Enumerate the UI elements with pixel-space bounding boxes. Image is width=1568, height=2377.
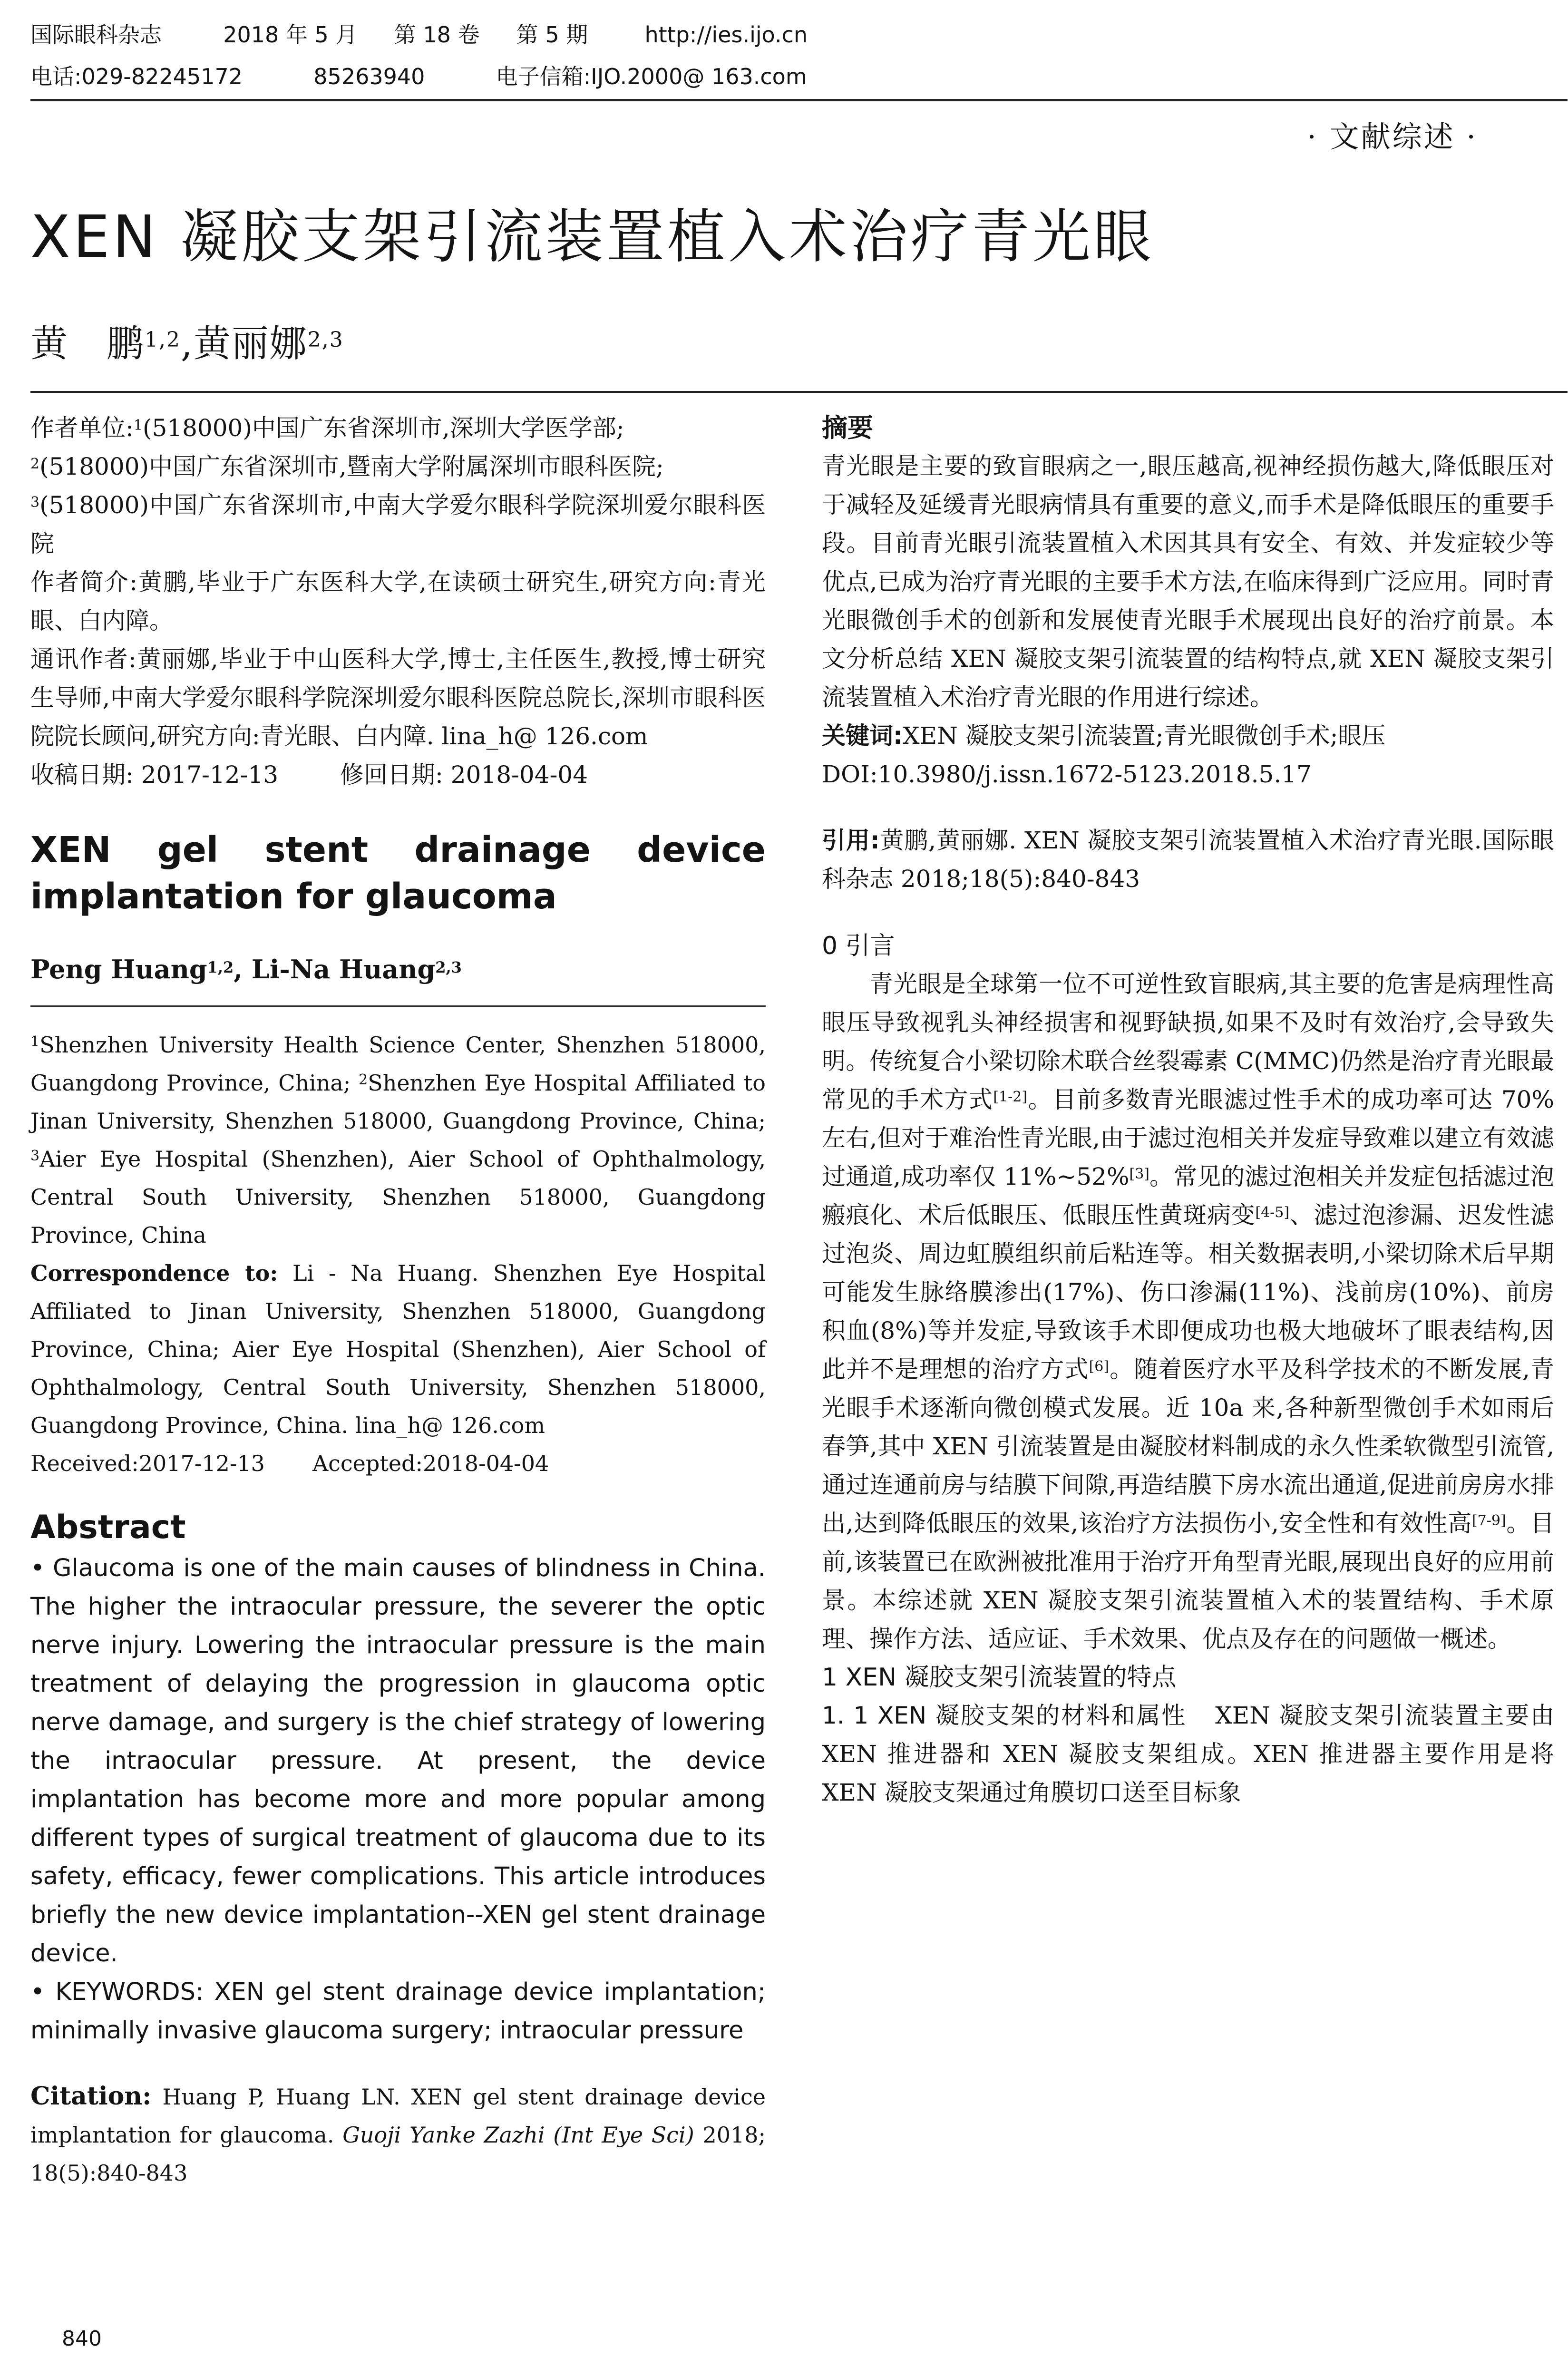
phone2: 85263940 (313, 64, 425, 89)
journal-name: 国际眼科杂志 (30, 22, 162, 48)
en-aff-sup-3: 3 (30, 1148, 40, 1164)
affil-sup-2: 2 (30, 456, 40, 472)
correspondence-label: Correspondence to: (30, 1260, 278, 1286)
en-aff-sup-1: 1 (30, 1033, 40, 1050)
en-author-1-affil: 1,2 (207, 958, 234, 976)
en-author-1: Peng Huang (30, 954, 207, 984)
abstract-heading: Abstract (30, 1509, 186, 1546)
section-label: · 文献综述 · (1307, 119, 1478, 154)
intro-text-b: 。目前多数青光眼滤过性手术的成功率可达 70%左右,但对于难治性青光眼,由于滤过泡相关并发症导致难以建立有效滤过通道,成功率仅 11%~52% (822, 1086, 1554, 1190)
author-line (30, 318, 344, 370)
en-accepted: Accepted:2018-04-04 (312, 1451, 549, 1476)
right-column (822, 409, 1554, 1812)
page-number: 840 (62, 2327, 102, 2351)
header-rule (30, 99, 1568, 101)
affil-sup-3: 3 (30, 494, 40, 511)
title-rule (30, 391, 1568, 393)
en-aff-1: Shenzhen University Health Science Center, Shenzhen 518000, Guangdong Province, China; (30, 1032, 766, 1096)
author-2: 黄丽娜 (193, 322, 308, 365)
intro-text-c: 。常见的滤过泡相关并发症包括滤过泡瘢痕化、术后低眼压、低眼压性黄斑病变 (822, 1163, 1554, 1229)
en-aff-sup-2: 2 (359, 1072, 368, 1088)
english-abstract: • Glaucoma is one of the main causes of blindness in China. The higher the intraocular pressure, the severer the optic nerve injury. Lowering the intraocular pressure is the main treatment of delaying the progression in glaucoma optic nerve damage, and surgery is the chief strategy of lowering the intraocular pressure. At present, the device implantation has become more and more popular among different types of surgical treatment of glaucoma due to its safety, efficacy, fewer complications. This article introduces briefly the new device implantation--XEN gel stent drainage device. (30, 1554, 766, 1968)
intro-text-e: 。随着医疗水平及科学技术的不断发展,青光眼手术逐渐向微创模式发展。近 10a 来,各种新型微创手术如雨后春笋,其中 XEN 引流装置是由凝胶材料制成的永久性柔软微型引流管,通过连通前房与结膜下间隙,再造结膜下房水流出通道,促进前房房水排出,达到降低眼压的效果,该治疗方法损伤小,安全性和有效性高 (822, 1355, 1554, 1537)
affiliation-2: (518000)中国广东省深圳市,暨南大学附属深圳市眼科医院; (39, 453, 664, 480)
affiliation-3: (518000)中国广东省深圳市,中南大学爱尔眼科学院深圳爱尔眼科医院 (30, 491, 766, 557)
ref-7-9[interactable]: [7-9] (1471, 1512, 1506, 1529)
citation-text: Huang P, Huang LN. XEN gel stent drainage device implantation for glaucoma. (30, 2084, 766, 2148)
english-citation (30, 2077, 766, 2192)
correspondence-text: Li - Na Huang. Shenzhen Eye Hospital Affiliated to Jinan University, Shenzhen 518000, Guangdong Province, China; Aier Eye Hospital (Shenzhen), Aier School of Ophthalmology, Central South University, Shenzhen 518000, Guangdong Province, China. lina_h@ 126.com (30, 1260, 766, 1438)
cn-abstract-body: 青光眼是主要的致盲眼病之一,眼压越高,视神经损伤越大,降低眼压对于减轻及延缓青光眼病情具有重要的意义,而手术是降低眼压的重要手段。目前青光眼引流装置植入术因其具有安全、有效、并发症较少等优点,已成为治疗青光眼的主要手术方法,在临床得到广泛应用。同时青光眼微创手术的创新和发展使青光眼手术展现出良好的治疗前景。本文分析总结 XEN 凝胶支架引流装置的结构特点,就 XEN 凝胶支架引流装置植入术治疗青光眼的作用进行综述。 (822, 452, 1554, 711)
affil-sup-1: 1 (133, 417, 143, 434)
intro-heading: 0 引言 (822, 932, 895, 960)
running-header-line2 (30, 61, 807, 92)
english-title: XEN gel stent drainage device implantation for glaucoma (30, 829, 766, 917)
intro-text-d: 、滤过泡渗漏、迟发性滤过泡炎、周边虹膜组织前后粘连等。相关数据表明,小梁切除术后早期可能发生脉络膜渗出(17%)、伤口渗漏(11%)、浅前房(10%)、前房积血(8%)等并发症,导致该手术即便成功也极大地破坏了眼表结构,因此并不是理想的治疗方式 (822, 1201, 1555, 1383)
en-received: Received:2017-12-13 (30, 1451, 265, 1476)
author-1-affil: 1,2 (145, 328, 181, 352)
en-author-sep: , (234, 954, 252, 984)
affiliation-label: 作者单位: (30, 414, 134, 442)
en-aff-2: Shenzhen Eye Hospital Affiliated to Jinan University, Shenzhen 518000, Guangdong Province, China; (30, 1070, 766, 1134)
english-affiliations (30, 1026, 766, 1254)
volume: 第 18 卷 (394, 22, 480, 48)
intro-text-f: 。目前,该装置已在欧洲被批准用于治疗开角型青光眼,展现出良好的应用前景。本综述就 XEN 凝胶支架引流装置植入术的装置结构、手术原理、操作方法、适应证、手术效果、优点及存在的问题做一概述。 (822, 1510, 1555, 1653)
cn-citation-label: 引用: (822, 827, 880, 854)
received-date: 收稿日期: 2017-12-13 (30, 761, 279, 789)
phone: 电话:029-82245172 (30, 64, 243, 89)
doi[interactable]: DOI:10.3980/j.issn.1672-5123.2018.5.17 (822, 760, 1312, 788)
issue-date: 2018 年 5 月 (223, 22, 358, 48)
english-keywords: • KEYWORDS: XEN gel stent drainage device implantation; minimally invasive glaucoma surgery; intraocular pressure (30, 1978, 766, 2045)
author-2-affil: 2,3 (307, 328, 344, 352)
citation-label: Citation: (30, 2082, 152, 2111)
cn-keywords-text: XEN 凝胶支架引流装置;青光眼微创手术;眼压 (903, 722, 1386, 750)
email[interactable]: 电子信箱:IJO.2000@ 163.com (496, 64, 807, 89)
en-aff-3: Aier Eye Hospital (Shenzhen), Aier School of Ophthalmology, Central South University, Shenzhen 518000, Guangdong Province, China (30, 1146, 766, 1248)
dates-line (30, 756, 766, 794)
running-header-line1 (30, 19, 808, 50)
section-1-1-heading: 1. 1 XEN 凝胶支架的材料和属性 (822, 1702, 1187, 1729)
cn-citation (822, 821, 1554, 898)
cn-abstract-heading: 摘要 (822, 413, 873, 443)
section-1-1-text: XEN 凝胶支架引流装置主要由 XEN 推进器和 XEN 凝胶支架组成。XEN 推进器主要作用是将 XEN 凝胶支架通过角膜切口送至目标象 (822, 1702, 1554, 1806)
english-authors (30, 950, 766, 988)
citation-volume: 2018; 18(5):840-843 (30, 2122, 766, 2186)
cn-keywords-label: 关键词: (822, 722, 903, 750)
author-separator: , (181, 322, 194, 365)
corresponding-author: 通讯作者:黄丽娜,毕业于中山医科大学,博士,主任医生,教授,博士研究生导师,中南大学爱尔眼科学院深圳爱尔眼科医院总院长,深圳市眼科医院院长顾问,研究方向:青光眼、白内障. lina_h@ 126.com (30, 645, 766, 750)
ref-4-5[interactable]: [4-5] (1255, 1204, 1290, 1221)
ref-3[interactable]: [3] (1129, 1166, 1149, 1182)
citation-journal: Guoji Yanke Zazhi (Int Eye Sci) (342, 2122, 694, 2148)
issue-number: 第 5 期 (516, 22, 588, 48)
ref-6[interactable]: [6] (1089, 1358, 1110, 1375)
revised-date: 修回日期: 2018-04-04 (340, 761, 588, 789)
left-column (30, 409, 766, 2192)
en-author-2: Li-Na Huang (251, 954, 436, 984)
affiliation-1: (518000)中国广东省深圳市,深圳大学医学部; (142, 414, 624, 442)
author-1: 黄 鹏 (30, 322, 145, 365)
intro-paragraph (822, 965, 1554, 1658)
intro-text-a: 青光眼是全球第一位不可逆性致盲眼病,其主要的危害是病理性高眼压导致视乳头神经损害和视野缺损,如果不及时有效治疗,会导致失明。传统复合小梁切除术联合丝裂霉素 C(MMC)仍然是治疗青光眼最常见的手术方式 (822, 970, 1554, 1113)
english-dates (30, 1444, 766, 1482)
section-1-heading: 1 XEN 凝胶支架引流装置的特点 (822, 1663, 1177, 1692)
author-bio: 作者简介:黄鹏,毕业于广东医科大学,在读硕士研究生,研究方向:青光眼、白内障。 (30, 568, 766, 634)
ref-1-2[interactable]: [1-2] (993, 1089, 1028, 1105)
journal-url[interactable]: http://ies.ijo.cn (644, 22, 808, 48)
section-1-1-paragraph (822, 1696, 1554, 1812)
affiliation-block (30, 409, 766, 563)
article-title: XEN 凝胶支架引流装置植入术治疗青光眼 (30, 203, 1154, 271)
cn-keywords (822, 717, 1554, 755)
cn-citation-text: 黄鹏,黄丽娜. XEN 凝胶支架引流装置植入术治疗青光眼.国际眼科杂志 2018;18(5):840-843 (822, 827, 1555, 893)
en-author-2-affil: 2,3 (435, 958, 462, 976)
english-correspondence (30, 1254, 766, 1444)
